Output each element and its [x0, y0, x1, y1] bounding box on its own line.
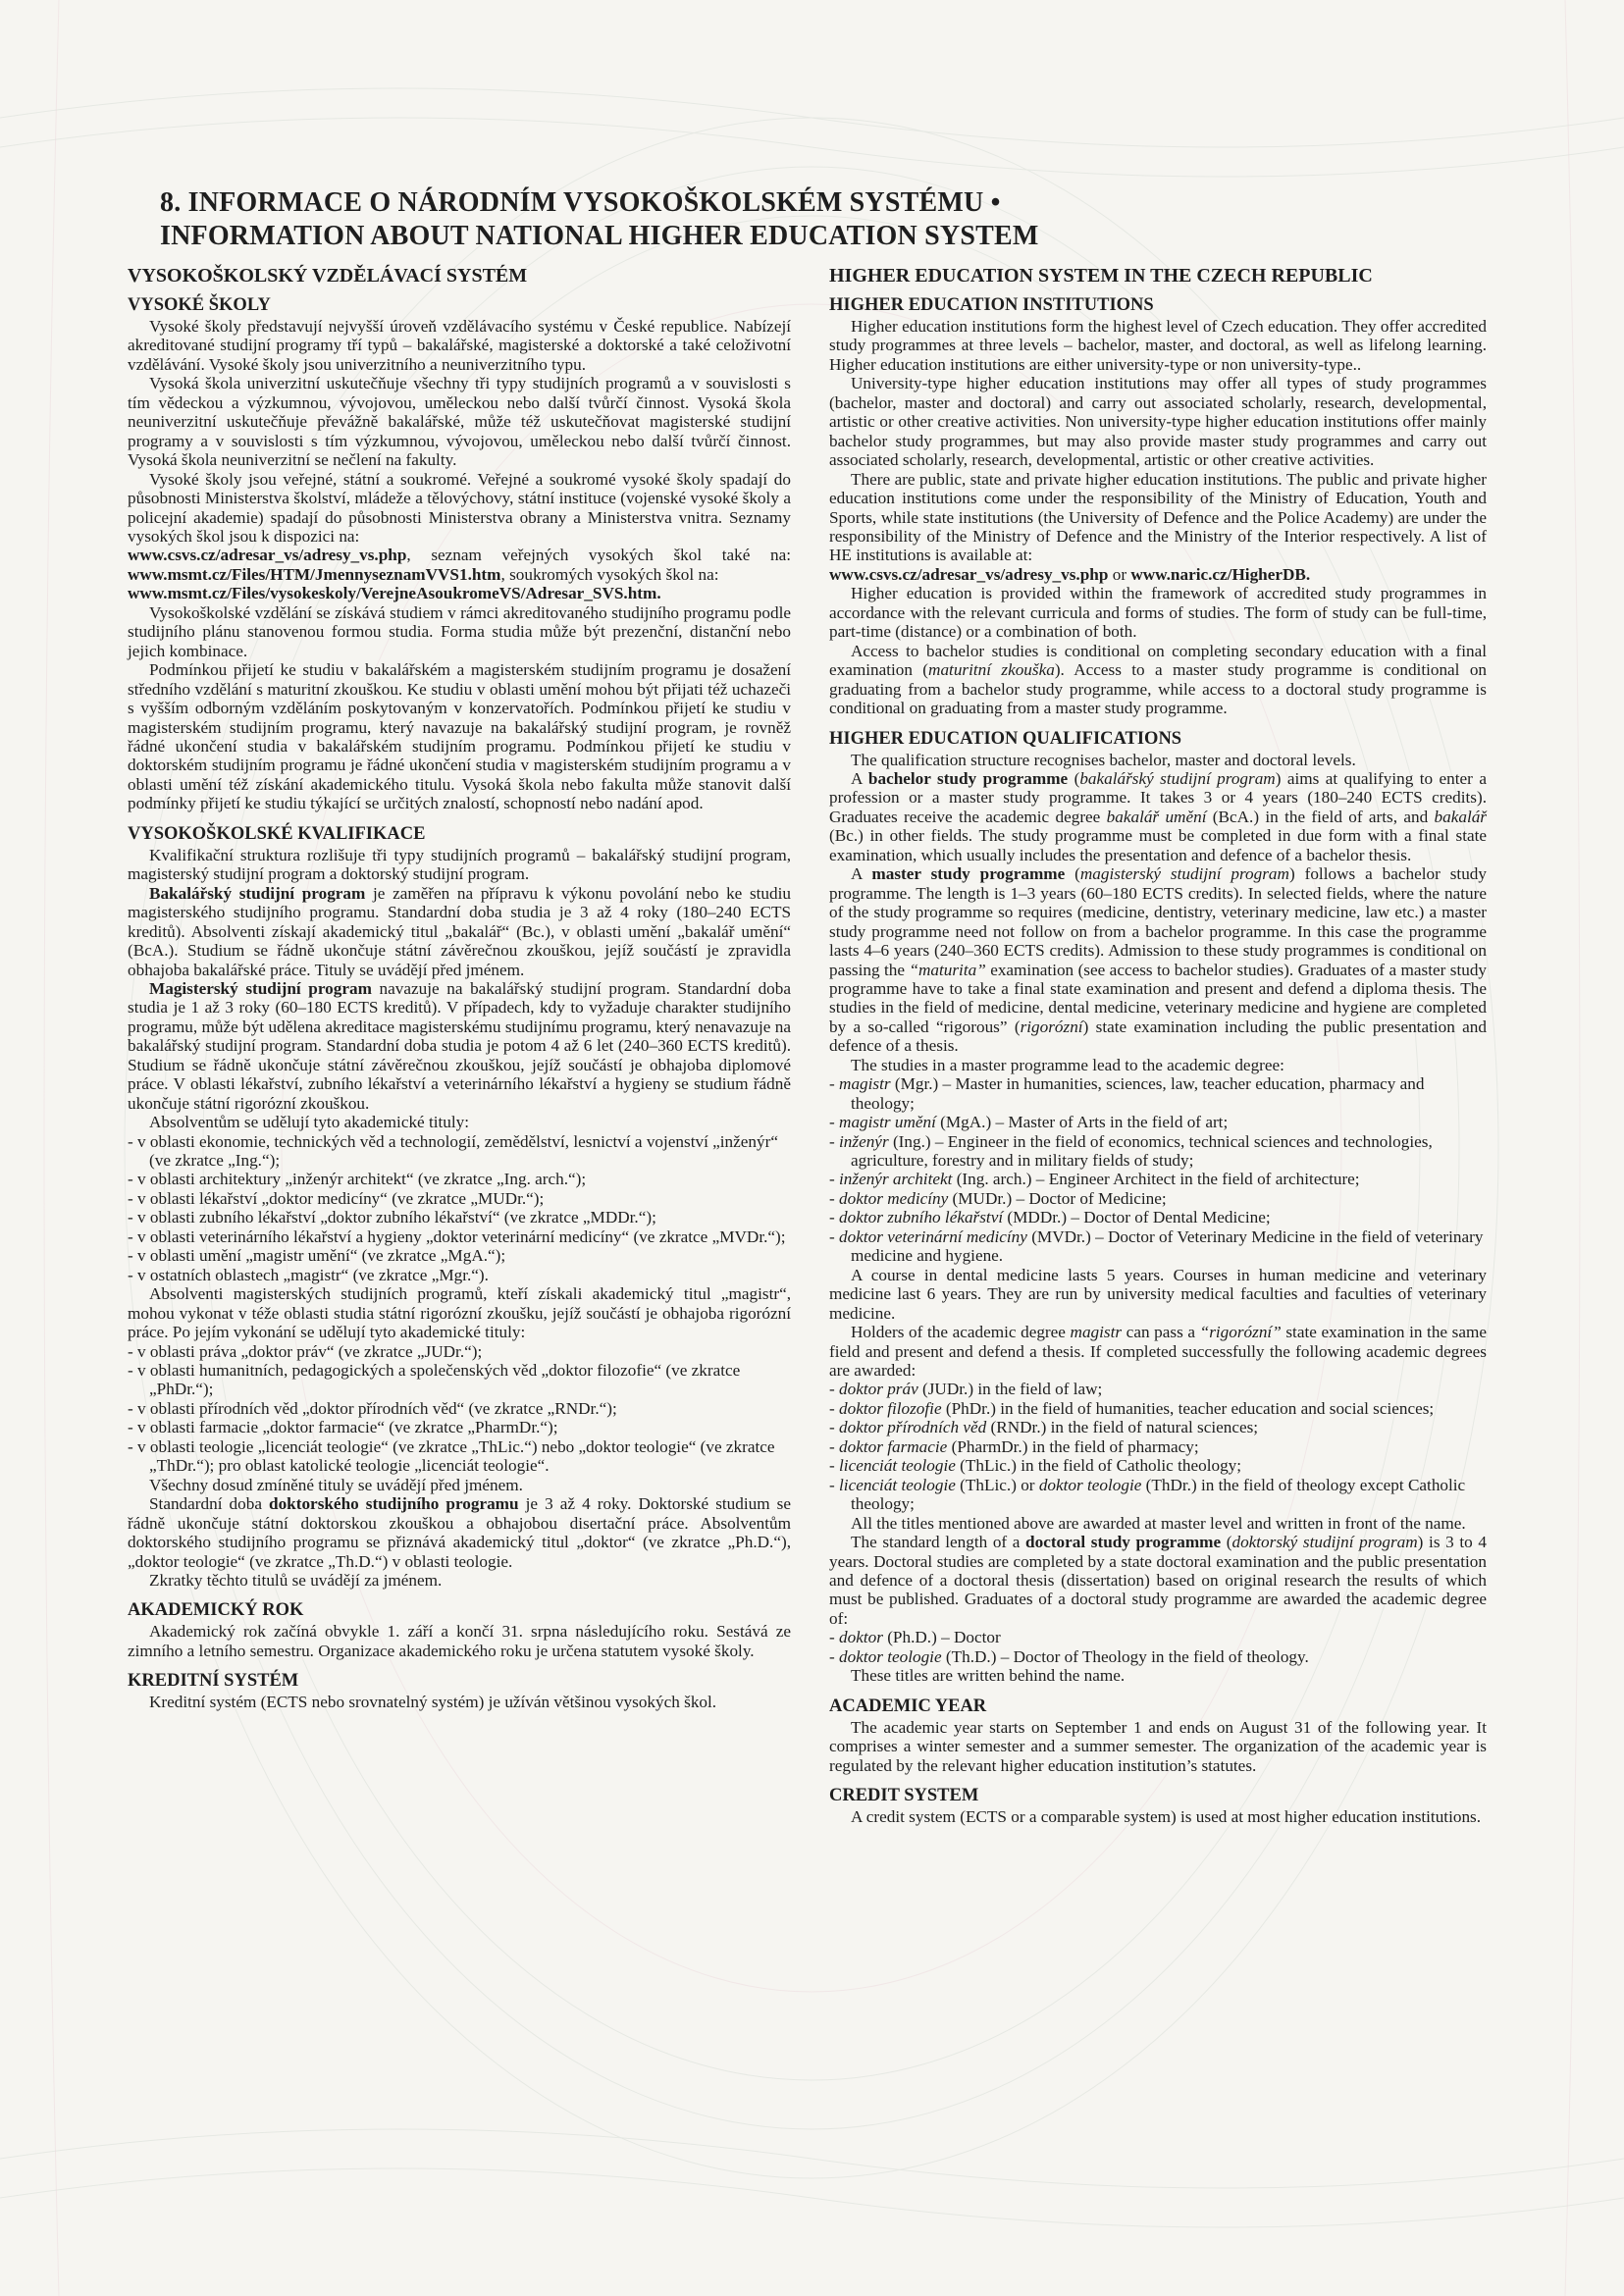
paragraph-text: (Bc.) in other fields. The study programme must be completed in due form with a final state examination, which usually includes the presentation and defence of a bachelor thesis. [829, 826, 1487, 864]
paragraph: A credit system (ECTS or a comparable system) is used at most higher education institutions. [851, 1807, 1482, 1827]
list-text: (RNDr.) in the field of natural sciences; [986, 1418, 1259, 1437]
term-italic: rigorózní [1020, 1017, 1083, 1036]
degree-list-en-3 [829, 1628, 1487, 1666]
list-item: - v oblasti práva „doktor práv“ (ve zkratce „JUDr.“); [128, 1341, 483, 1361]
paragraph: Vysoké školy jsou veřejné, státní a soukromé. Veřejné a soukromé vysoké školy spadají do působnosti Ministerstva školství, mládeže a tělovýchovy, státní instituce (vojenské vysoké školy a policejní akademie) spadají do působnosti Ministerstva obrany a Ministerstva vnitra. Seznamy vysokých škol jsou k dispozici na: [128, 469, 791, 546]
paragraph: All the titles mentioned above are awarded at master level and written in front of the name. [851, 1513, 1466, 1533]
paragraph-text: ). Access to a master study programme is conditional on graduating from a bachelor study programme, while access to a doctoral study programme is conditional on graduating from a master study programme. [829, 660, 1488, 718]
url-link: www.naric.cz/HigherDB. [1130, 564, 1311, 584]
heading-kreditni-system: KREDITNÍ SYSTÉM [128, 1671, 299, 1692]
heading-vysoke-skoly: VYSOKÉ ŠKOLY [128, 295, 271, 315]
paragraph: A master study programme (magisterský studijní program) follows a bachelor study programme. The length is 1–3 years (60–180 ECTS credits). In selected fields, where the nature of the study programme so requires (medicine, dentistry, veterinary medicine, law etc.) a master study programme need not follow on from a bachelor programme. In this case the programme lasts 4–6 years (240–360 ECTS credits). Admission to these study programmes is conditional on passing the “maturita” examination (see access to bachelor studies). Graduates of a master study programme have to take a final state examination and present and defend a diploma thesis. The studies in the field of medicine, dental medicine, veterinary medicine and hygiene are completed by a so-called “rigorous” (rigorózní) state examination including the public presentation and defence of a thesis. [829, 864, 1488, 1056]
url-link: www.csvs.cz/adresar_vs/adresy_vs.php [128, 546, 407, 565]
list-text: (MUDr.) – Doctor of Medicine; [948, 1188, 1167, 1208]
paragraph-text: is 3 to 4 years. Doctoral studies are completed by a state doctoral examination and the public presentation and defence of a doctoral thesis (dissertation) based on original research the results of which must be published. Graduates of a doctoral study programme are awarded the academic degree of: [829, 1533, 1487, 1628]
czech-column [128, 265, 791, 1712]
list-item: - doktor (Ph.D.) – Doctor [829, 1628, 1001, 1647]
paragraph-text: A [851, 864, 872, 884]
term-italic: doktor zubního lékařství [839, 1208, 1004, 1227]
term-bold: doctoral study programme [1025, 1533, 1222, 1552]
url-link: www.msmt.cz/Files/vysokeskoly/VerejneAsoukromeVS/Adresar_SVS.htm. [128, 584, 661, 603]
list-text: (Ing. arch.) – Engineer Architect in the field of architecture; [952, 1170, 1360, 1189]
list-item: - doktor teologie (Th.D.) – Doctor of Theology in the field of theology. [829, 1646, 1309, 1666]
list-item: - magistr umění (MgA.) – Master of Arts in the field of art; [829, 1113, 1229, 1132]
paragraph: The studies in a master programme lead to the academic degree: [851, 1055, 1284, 1074]
paragraph: Akademický rok začíná obvykle 1. září a končí 31. srpna následujícího roku. Sestává ze zimního a letního semestru. Organizace akademického roku je určena statutem vysoké školy. [128, 1622, 791, 1660]
paragraph-text: je zaměřen na přípravu k výkonu povolání nebo ke studiu magisterského studijního programu. Standardní doba studia je 3 až 4 roky (180–240 ECTS kreditů). Absolventi získají akademický titul „bakalář“ (Bc.), v oblasti umění „bakalář umění“ (BcA.). Studium se řádně ukončuje státní závěrečnou zkouškou, jejíž součástí je zpravidla obhajoba bakalářské práce. Tituly se uvádějí před jménem. [128, 883, 791, 979]
list-item: - inženýr architekt (Ing. arch.) – Engineer Architect in the field of architecture; [829, 1170, 1360, 1189]
paragraph [829, 642, 1487, 718]
list-text: (ThLic.) in the field of Catholic theology; [955, 1456, 1242, 1476]
term-bold: master study programme [871, 864, 1066, 884]
list-item: - doktor veterinární medicíny (MVDr.) – Doctor of Veterinary Medicine in the field of veterinary medicine and hygiene. [829, 1226, 1484, 1266]
heading-hei: HIGHER EDUCATION INSTITUTIONS [829, 295, 1154, 315]
paragraph: Absolventi magisterských studijních programů, kteří získali akademický titul „magistr“, mohou vykonat v téže oblasti studia státní rigorózní zkoušku, jejíž součástí je obhajoba rigorózní práce. Po jejím vykonání se udělují tyto akademické tituly: [128, 1284, 791, 1342]
paragraph: The qualification structure recognises bachelor, master and doctoral levels. [851, 750, 1356, 769]
list-item: - v oblasti ekonomie, technických věd a technologií, zemědělství, lesnictví a vojenství „inženýr“ (ve zkratce „Ing.“); [128, 1131, 778, 1171]
term-bold: bachelor study programme [867, 768, 1069, 788]
list-item: - v oblasti zubního lékařství „doktor zubního lékařství“ (ve zkratce „MDDr.“); [128, 1208, 656, 1227]
paragraph: Vysoká škola univerzitní uskutečňuje všechny tři typy studijních programů a v souvislosti s tím vědeckou a výzkumnou, vývojovou, uměleckou nebo další tvůrčí činnost. Vysoká škola neuniverzitní uskutečňuje převážně bakalářské, může též uskutečňovat magisterské studijní programy a v souvislosti s tím výzkumnou, vývojovou, uměleckou nebo další tvůrčí činnost. Vysoká škola neuniverzitní se nečlení na fakulty. [128, 374, 791, 470]
list-text: (PhDr.) in the field of humanities, teacher education and social sciences; [941, 1398, 1435, 1418]
term-italic: magistr [1070, 1323, 1123, 1342]
section-title-cz: VYSOKOŠKOLSKÝ VZDĚLÁVACÍ SYSTÉM [128, 265, 528, 287]
list-item: - v oblasti teologie „licenciát teologie“ (ve zkratce „ThLic.“) nebo „doktor teologie“ (ve zkratce „ThDr.“); pro oblast katolické teologie „licenciát teologie“. [128, 1436, 775, 1476]
url-text: , soukromých vysokých škol na: [500, 564, 719, 584]
section-title-en: HIGHER EDUCATION SYSTEM IN THE CZECH REPUBLIC [829, 265, 1373, 287]
term-italic: bakalář [1434, 807, 1487, 826]
url-text: or [1108, 564, 1131, 584]
paragraph [128, 884, 791, 979]
term-italic: licenciát teologie [839, 1456, 956, 1476]
url-link: www.csvs.cz/adresar_vs/adresy_vs.php [829, 564, 1109, 584]
heading-credit-system: CREDIT SYSTEM [829, 1786, 979, 1806]
term-italic: bakalářský studijní program [1079, 768, 1276, 788]
paragraph: Vysoké školy představují nejvyšší úroveň vzdělávacího systému v České republice. Nabízejí akreditované studijní programy tří typů – bakalářské, magisterské a doktorské a také celoživotní vzdělávání. Vysoké školy jsou univerzitního a neuniverzitního typu. [128, 317, 791, 374]
term-italic: doktor [839, 1628, 883, 1647]
paragraph: These titles are written behind the name. [851, 1666, 1126, 1686]
term-italic: doktor filozofie [839, 1398, 942, 1418]
term-italic: licenciát teologie [839, 1475, 956, 1494]
paragraph: There are public, state and private higher education institutions. The public and private higher education institutions come under the responsibility of the Ministry of Education, Youth and Sports, while state institutions (the University of Defence and the Police Academy) are under the responsibility of the Ministry of Defence and the Ministry of the Interior respectively. A list of HE institutions is available at: [829, 469, 1487, 565]
list-text: (JUDr.) in the field of law; [917, 1380, 1103, 1399]
url-paragraph [829, 565, 1487, 584]
list-item: - v oblasti přírodních věd „doktor přírodních věd“ (ve zkratce „RNDr.“); [128, 1398, 617, 1418]
term-italic: doktor farmacie [839, 1436, 948, 1456]
term-italic: doktorský studijní program [1231, 1533, 1418, 1552]
paragraph: A bachelor study programme (bakalářský studijní program) aims at qualifying to enter a profession or a master study programme. It takes 3 or 4 years (180–240 ECTS credits). Graduates receive the academic degree bakalář umění (BcA.) in the field of arts, and bakalář (Bc.) in other fields. The study programme must be completed in due form with a final state examination, which usually includes the presentation and defence of a bachelor thesis. [829, 768, 1487, 864]
term-italic: maturitní zkouška [928, 660, 1055, 680]
paragraph [128, 979, 791, 1113]
list-text: (PharmDr.) in the field of pharmacy; [947, 1436, 1199, 1456]
degree-list-2 [128, 1342, 791, 1476]
list-item: - magistr (Mgr.) – Master in humanities, sciences, law, teacher education, pharmacy and theology; [829, 1074, 1425, 1113]
paragraph: Absolventům se udělují tyto akademické tituly: [149, 1113, 470, 1132]
heading-akademicky-rok: AKADEMICKÝ ROK [128, 1600, 304, 1621]
term-italic: doktor přírodních věd [839, 1418, 987, 1437]
list-text: (ThLic.) or [955, 1475, 1039, 1494]
title-czech: 8. INFORMACE O NÁRODNÍM VYSOKOŠKOLSKÉM SYSTÉMU • [160, 187, 1001, 218]
list-text: (MDDr.) – Doctor of Dental Medicine; [1003, 1208, 1271, 1227]
url-text: , seznam veřejných vysokých škol také na: [406, 546, 791, 565]
list-item: - doktor přírodních věd (RNDr.) in the field of natural sciences; [829, 1418, 1259, 1437]
list-item: - v oblasti veterinárního lékařství a hygieny „doktor veterinární medicíny“ (ve zkratce „MVDr.“); [128, 1226, 786, 1246]
paragraph: Kvalifikační struktura rozlišuje tři typy studijních programů – bakalářský studijní program, magisterský studijní program a doktorský studijní program. [128, 845, 791, 884]
list-item: - inženýr (Ing.) – Engineer in the field of economics, technical sciences and technologies, agriculture, forestry and in military fields of study; [829, 1131, 1433, 1171]
paragraph-text: (BcA.) in the field of arts, and [1206, 807, 1435, 826]
list-item: - licenciát teologie (ThLic.) in the field of Catholic theology; [829, 1456, 1242, 1476]
paragraph-text: Holders of the academic degree [851, 1323, 1071, 1342]
term-italic: doktor medicíny [839, 1188, 949, 1208]
term-italic: magisterský studijní program [1079, 864, 1289, 884]
term-italic: magistr umění [839, 1113, 936, 1132]
paragraph: Higher education is provided within the framework of accredited study programmes in accordance with the relevant curricula and forms of studies. The form of study can be full-time, part-time (distance) or a combination of both. [829, 584, 1487, 642]
list-item: - licenciát teologie (ThLic.) or doktor teologie (ThDr.) in the field of theology except Catholic theology; [829, 1475, 1466, 1514]
list-item: - doktor zubního lékařství (MDDr.) – Doctor of Dental Medicine; [829, 1208, 1271, 1227]
paragraph: The academic year starts on September 1 and ends on August 31 of the following year. It comprises a winter semester and a summer semester. The organization of the academic year is regulated by the relevant higher education institution’s statutes. [829, 1717, 1487, 1775]
list-text: (Ing.) – Engineer in the field of economics, technical sciences and technologies, agriculture, forestry and in military fields of study; [851, 1131, 1433, 1171]
paragraph-text: follows a bachelor study programme. The length is 1–3 years (60–180 ECTS credits). In selected fields, where the nature of the study programme so requires (medicine, dentistry, veterinary medicine, law etc.) a master study programme need not follow on from a bachelor programme. In this case the programme lasts 4–6 years (240–360 ECTS credits). Admission to these study programmes is conditional on passing the [829, 864, 1487, 979]
paragraph-text: The standard length of a [851, 1533, 1026, 1552]
paragraph: Podmínkou přijetí ke studiu v bakalářském a magisterském studijním programu je dosažení středního vzdělání s maturitní zkouškou. Ke studiu v oblasti umění mohou být přijati též uchazeči s vyšším odborným vzděláním poskytovaným v konzervatořích. Podmínkou přijetí ke studiu v magisterském studijním programu, který navazuje na bakalářský studijní program, je rovněž řádné ukončení studia v bakalářském studijním programu. Podmínkou přijetí ke studiu v doktorském studijním programu je řádné ukončení studia v magisterském studijním programu a v oblasti umění též získání akademického titulu. Vysoká škola nebo fakulta může stanovit další podmínky přijetí ke studiu týkající se určitých znalostí, schopností nebo nadání apod. [128, 660, 791, 813]
paragraph-text: A [851, 768, 868, 788]
paragraph-text: examination (see access to bachelor studies). Graduates of a master study programme have to take a final state examination and present and defend a diploma thesis. The studies in the field of medicine, dental medicine, veterinary medicine and hygiene are completed by a so-called “rigorous” ( [829, 960, 1488, 1036]
list-item: - v oblasti architektury „inženýr architekt“ (ve zkratce „Ing. arch.“); [128, 1170, 587, 1189]
paragraph: University-type higher education institutions may offer all types of study programmes (bachelor, master and doctoral) and carry out associated scholarly, research, developmental, artistic or other creative activities. Non university-type higher education institutions offer mainly bachelor study programmes, but may also provide master study programmes and carry out associated scholarly, research, developmental, artistic or other creative activities. [829, 374, 1487, 470]
paragraph-text: Standardní doba [149, 1494, 270, 1514]
heading-academic-year: ACADEMIC YEAR [829, 1696, 987, 1716]
term-bold: doktorského studijního programu [269, 1494, 519, 1514]
list-text: (Th.D.) – Doctor of Theology in the field of theology. [941, 1646, 1309, 1666]
paragraph: Zkratky těchto titulů se uvádějí za jménem. [149, 1571, 443, 1590]
list-text: (MgA.) – Master of Arts in the field of art; [935, 1113, 1229, 1132]
paragraph: The standard length of a doctoral study programme (doktorský studijní program) is 3 to 4 years. Doctoral studies are completed by a state doctoral examination and the public presentation and defence of a doctoral thesis (dissertation) based on original research the results of which must be published. Graduates of a doctoral study programme are awarded the academic degree of: [829, 1533, 1487, 1628]
paragraph-text: state examination in the same field and present and defend a thesis. If completed successfully the following academic degrees are awarded: [829, 1323, 1487, 1381]
paragraph [128, 1494, 791, 1571]
heading-qualifications: HIGHER EDUCATION QUALIFICATIONS [829, 728, 1182, 749]
term-italic: doktor práv [839, 1380, 918, 1399]
list-item: - v oblasti humanitních, pedagogických a společenských věd „doktor filozofie“ (ve zkratce „PhDr.“); [128, 1361, 741, 1399]
page-title [160, 186, 1465, 253]
list-item: - v oblasti umění „magistr umění“ (ve zkratce „MgA.“); [128, 1246, 506, 1266]
term-italic: bakalář umění [1106, 807, 1207, 826]
list-item: - doktor medicíny (MUDr.) – Doctor of Medicine; [829, 1188, 1167, 1208]
paragraph: Všechny dosud zmíněné tituly se uvádějí před jménem. [149, 1475, 523, 1494]
term-italic: “rigorózní” [1199, 1323, 1282, 1342]
paragraph-text: navazuje na bakalářský studijní program. Standardní doba studia je 1 až 3 roky (60–180 ECTS kreditů). V případech, kdy to vyžaduje charakter studijního programu, může být udělena akreditace magisterskému studijnímu programu, který nenavazuje na bakalářský studijní program. Standardní doba studia je potom 4 až 6 let (240–360 ECTS kreditů). Studium se řádně ukončuje státní závěrečnou zkouškou, jejíž součástí je obhajoba diplomové práce. V oblasti lékařství, zubního lékařství a veterinárního lékařství a hygieny se studium řádně ukončuje státní rigorózní zkouškou. [128, 978, 791, 1113]
list-text: (ThDr.) in the field of theology except Catholic theology; [851, 1475, 1466, 1514]
list-item: - doktor filozofie (PhDr.) in the field of humanities, teacher education and social sciences; [829, 1398, 1435, 1418]
list-text: (MVDr.) – Doctor of Veterinary Medicine in the field of veterinary medicine and hygiene. [851, 1226, 1484, 1266]
term-italic: doktor teologie [1038, 1475, 1142, 1494]
term-bold: Magisterský studijní program [149, 978, 372, 998]
degree-list-en-1 [829, 1074, 1487, 1266]
degree-list-1 [128, 1132, 791, 1285]
list-item: - doktor práv (JUDr.) in the field of law; [829, 1380, 1103, 1399]
term-italic: magistr [839, 1074, 891, 1094]
heading-kvalifikace: VYSOKOŠKOLSKÉ KVALIFIKACE [128, 823, 426, 844]
list-item: - v oblasti farmacie „doktor farmacie“ (ve zkratce „PharmDr.“); [128, 1418, 558, 1437]
paragraph-text: je 3 až 4 roky. Doktorské studium se řádně ukončuje státní doktorskou zkouškou a obhajobou disertační práce. Absolventům doktorského studijního programu se přiznává akademický titul „doktor“ (ve zkratce „Ph.D.“), „doktor teologie“ (ve zkratce „Th.D.“) v oblasti teologie. [128, 1494, 791, 1571]
degree-list-en-2 [829, 1380, 1487, 1513]
term-italic: “maturita” [909, 960, 986, 979]
paragraph-text: can pass a [1122, 1323, 1200, 1342]
paragraph: Higher education institutions form the highest level of Czech education. They offer accredited study programmes at three levels – bachelor, master, and doctoral, as well as lifelong learning. Higher education institutions are either university-type or non university-type.. [829, 317, 1487, 374]
term-italic: inženýr [839, 1131, 889, 1151]
term-italic: doktor veterinární medicíny [839, 1226, 1027, 1246]
paragraph: Vysokoškolské vzdělání se získává studiem v rámci akreditovaného studijního programu podle studijního plánu stanovenou formou studia. Forma studia může být prezenční, distanční nebo jejich kombinace. [128, 602, 791, 660]
paragraph: Kreditní systém (ECTS nebo srovnatelný systém) je užíván většinou vysokých škol. [149, 1693, 717, 1712]
paragraph-text: Access to bachelor studies is conditional on completing secondary education with a final examination ( [829, 641, 1487, 680]
paragraph-text: ) state examination including the public presentation and defence of a thesis. [829, 1017, 1487, 1056]
english-column [829, 265, 1487, 1827]
paragraph: A course in dental medicine lasts 5 years. Courses in human medicine and veterinary medicine last 6 years. They are run by university medical faculties and faculties of veterinary medicine. [829, 1265, 1487, 1323]
term-italic: inženýr architekt [839, 1170, 953, 1189]
paragraph-text: aims at qualifying to enter a profession or a master study programme. It takes 3 or 4 years (180–240 ECTS credits). Graduates receive the academic degree [829, 768, 1487, 826]
url-link: www.msmt.cz/Files/HTM/JmennyseznamVVS1.htm [128, 564, 501, 584]
list-text: (Ph.D.) – Doctor [882, 1628, 1001, 1647]
list-item: - v ostatních oblastech „magistr“ (ve zkratce „Mgr.“). [128, 1265, 489, 1284]
list-item: - v oblasti lékařství „doktor medicíny“ (ve zkratce „MUDr.“); [128, 1188, 545, 1208]
url-paragraph [128, 546, 791, 584]
list-item: - doktor farmacie (PharmDr.) in the field of pharmacy; [829, 1436, 1199, 1456]
title-english: INFORMATION ABOUT NATIONAL HIGHER EDUCATION SYSTEM [160, 221, 1039, 251]
term-italic: doktor teologie [839, 1646, 942, 1666]
paragraph [829, 1323, 1487, 1380]
list-text: (Mgr.) – Master in humanities, sciences, law, teacher education, pharmacy and theology; [851, 1074, 1425, 1113]
term-bold: Bakalářský studijní program [149, 883, 366, 903]
